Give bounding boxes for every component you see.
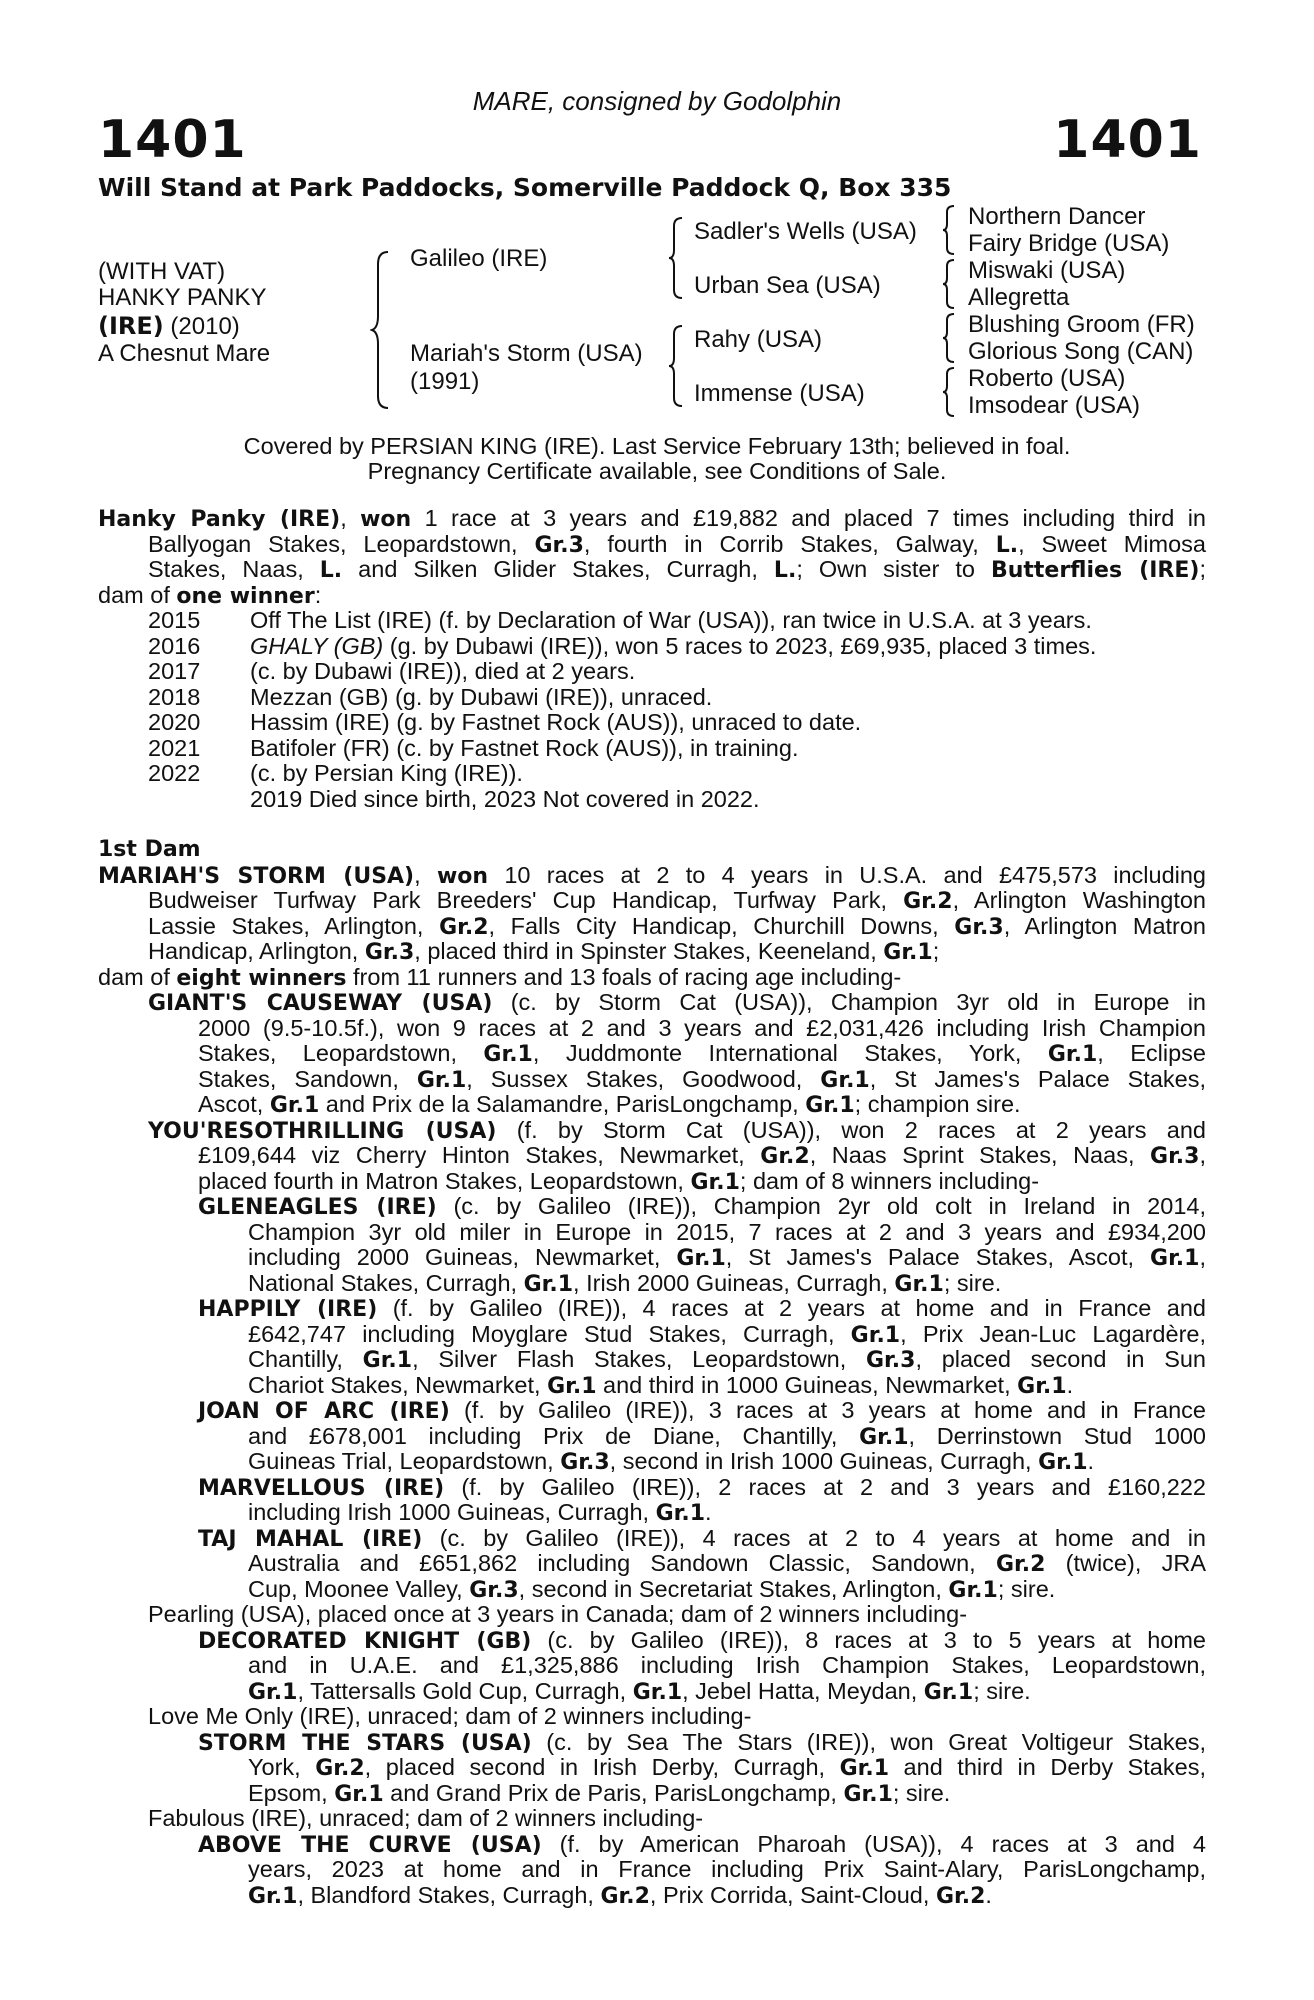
progeny-line — [98, 1551, 1206, 1577]
text: , Irish 2000 Guineas, Curragh, — [573, 1269, 895, 1296]
text: , Silver Flash Stakes, Leopardstown, — [412, 1346, 866, 1372]
won-label: won — [360, 507, 412, 532]
text: , St James's Palace Stakes, — [869, 1065, 1207, 1092]
text: 1 race at 3 years and £19,882 and placed 7 times including third in — [411, 505, 1206, 531]
foal-text: (c. by Dubawi (IRE)), died at 2 years. — [250, 658, 636, 684]
text: dam of — [98, 581, 177, 608]
mare-record-line — [98, 583, 1206, 609]
grade: Gr.2 — [439, 914, 489, 940]
progeny-line — [98, 1577, 1206, 1603]
foal-year: 2017 — [148, 658, 201, 684]
grade: Gr.1 — [632, 1679, 683, 1705]
text: , Arlington Washington — [952, 887, 1206, 913]
sire-dam: Urban Sea (USA) — [694, 272, 881, 299]
text: York, — [248, 1754, 316, 1780]
dam-year: (1991) — [410, 368, 480, 395]
text: , Naas Sprint Stakes, Naas, — [809, 1142, 1151, 1168]
dam: Mariah's Storm (USA) — [410, 340, 643, 367]
text: ; sire. — [892, 1779, 951, 1806]
grade: Gr.1 — [883, 940, 933, 965]
stand-location: Will Stand at Park Paddocks, Somerville Paddock Q, Box 335 — [98, 173, 952, 202]
text: ; Own sister to — [796, 556, 991, 582]
progeny-line — [98, 1169, 1206, 1195]
ancestor-4: Allegretta — [968, 284, 1070, 311]
progeny-line — [98, 1424, 1206, 1450]
text: £642,747 including Moyglare Stud Stakes, Curragh, — [248, 1320, 851, 1347]
text: Champion 3yr old miler in Europe in 2015, 7 races at 2 and 3 years and £934,200 — [248, 1218, 1206, 1245]
mare-name: Hanky Panky (IRE) — [98, 507, 341, 532]
grade: L. — [773, 558, 797, 583]
covered-line-2: Pregnancy Certificate available, see Conditions of Sale. — [367, 458, 947, 484]
progeny-line — [98, 1194, 1206, 1220]
text: . — [985, 1881, 992, 1908]
text: ; sire. — [973, 1677, 1031, 1704]
text: Epsom, — [248, 1779, 335, 1806]
progeny-name: MARVELLOUS (IRE) — [198, 1475, 445, 1501]
text: , Sweet Mimosa — [1018, 530, 1206, 557]
foal-row — [98, 634, 1206, 660]
dam-line — [98, 888, 1206, 914]
text: Australia and £651,862 including Sandown Classic, Sandown, — [248, 1550, 996, 1576]
ancestor-5: Blushing Groom (FR) — [968, 311, 1195, 338]
grade: Gr.2 — [995, 1552, 1046, 1577]
text: including 2000 Guineas, Newmarket, — [248, 1244, 677, 1270]
grade: L. — [995, 532, 1019, 558]
grade: Gr.3 — [560, 1450, 610, 1475]
text: (f. by Storm Cat (USA)), won 2 races at 2 years and — [496, 1116, 1206, 1143]
foal-row — [98, 736, 1206, 762]
progeny-name: STORM THE STARS (USA) — [198, 1730, 532, 1756]
text: . — [1087, 1448, 1095, 1474]
text: (c. by Storm Cat (USA)), Champion 3yr old in Europe in — [492, 989, 1207, 1015]
grade: Gr.1 — [948, 1577, 998, 1603]
grade: Gr.3 — [364, 940, 415, 965]
grade: Gr.2 — [315, 1756, 365, 1781]
progeny-line — [98, 1271, 1206, 1297]
grade: Gr.3 — [534, 532, 584, 558]
foal-text: Batifoler (FR) (c. by Fastnet Rock (AUS)), in training. — [250, 734, 799, 761]
progeny-line — [98, 1730, 1206, 1756]
ancestor-7: Roberto (USA) — [968, 365, 1126, 392]
text: , Eclipse — [1097, 1040, 1206, 1066]
text: dam of — [98, 963, 177, 990]
progeny-line — [98, 1883, 1206, 1909]
grade: Gr.1 — [362, 1348, 413, 1373]
mare-record-line — [98, 532, 1206, 558]
horse-description: A Chesnut Mare — [98, 340, 271, 367]
foal-year — [98, 787, 250, 813]
text: (f. by Galileo (IRE)), 3 races at 3 years at home and in France — [449, 1397, 1206, 1423]
text: . — [1066, 1371, 1074, 1398]
foal-row — [98, 659, 1206, 685]
foal-row — [98, 761, 1206, 787]
text: ; sire. — [943, 1269, 1002, 1296]
ancestor-6: Glorious Song (CAN) — [968, 338, 1194, 365]
grade: Gr.1 — [850, 1322, 901, 1348]
text: ; dam of 8 winners including- — [739, 1167, 1040, 1194]
grade: Gr.3 — [1150, 1144, 1200, 1169]
text: and £678,001 including Prix de Diane, Chantilly, — [248, 1422, 860, 1449]
text: Cup, Moonee Valley, — [248, 1575, 470, 1602]
text: Ballyogan Stakes, Leopardstown, — [148, 530, 535, 557]
text: and Silken Glider Stakes, Curragh, — [342, 556, 774, 582]
grade: Gr.1 — [839, 1756, 890, 1781]
grade: Gr.1 — [483, 1042, 533, 1067]
text: . — [705, 1499, 712, 1525]
text: 2000 (9.5-10.5f.), won 9 races at 2 and 3 years and £2,031,426 including Irish Champion — [198, 1014, 1206, 1041]
grade: Gr.1 — [805, 1093, 855, 1118]
progeny-line — [98, 1041, 1206, 1067]
text: , placed second in Sun — [915, 1346, 1207, 1372]
grade: Gr.1 — [248, 1883, 298, 1909]
horse-country-year — [98, 312, 240, 341]
text: Guineas Trial, Leopardstown, — [248, 1448, 561, 1474]
grade: Gr.1 — [547, 1373, 597, 1399]
foal-year: 2022 — [148, 760, 201, 786]
grade: Gr.1 — [1150, 1246, 1200, 1271]
text: and Prix de la Salamandre, ParisLongchamp, — [319, 1091, 806, 1117]
text: Chariot Stakes, Newmarket, — [248, 1371, 548, 1398]
foal-text: 2019 Died since birth, 2023 Not covered in 2022. — [250, 785, 760, 812]
progeny-line — [98, 1781, 1206, 1807]
text: , Blandford Stakes, Curragh, — [297, 1881, 601, 1908]
text: (c. by Sea The Stars (IRE)), won Great Voltigeur Stakes, — [531, 1728, 1206, 1755]
text: Stakes, Naas, — [148, 556, 320, 582]
foal-year: 2016 — [148, 632, 201, 659]
text: Stakes, Leopardstown, — [198, 1040, 484, 1066]
grade: Gr.1 — [820, 1067, 870, 1093]
ancestor-1: Northern Dancer — [968, 203, 1146, 230]
progeny-line — [98, 990, 1206, 1016]
progeny-line — [98, 1347, 1206, 1373]
text: ; champion sire. — [854, 1091, 1021, 1117]
text: , Juddmonte International Stakes, York, — [532, 1040, 1048, 1066]
progeny-line — [98, 1832, 1206, 1858]
text: , Arlington Matron — [1003, 912, 1207, 939]
text: £109,644 viz Cherry Hinton Stakes, Newmarket, — [198, 1142, 761, 1168]
progeny-line — [98, 1143, 1206, 1169]
ancestor-3: Miswaki (USA) — [968, 257, 1126, 284]
dam-line — [98, 914, 1206, 940]
text: (f. by Galileo (IRE)), 2 races at 2 and 3 years and £160,222 — [444, 1473, 1206, 1500]
text: , placed second in Irish Derby, Curragh, — [364, 1754, 840, 1780]
text: and Grand Prix de Paris, ParisLongchamp, — [383, 1779, 844, 1806]
mare-record-line — [98, 557, 1206, 583]
foal-row — [98, 710, 1206, 736]
dam-brace — [668, 324, 684, 408]
grade: Gr.2 — [600, 1883, 650, 1909]
grade: L. — [319, 558, 343, 583]
horse-name: HANKY PANKY — [98, 284, 267, 311]
winner-count: one winner — [176, 583, 315, 609]
text: Budweiser Turfway Park Breeders' Cup Handicap, Turfway Park, — [148, 887, 904, 913]
text: , Tattersalls Gold Cup, Curragh, — [297, 1677, 633, 1704]
text: , Sussex Stakes, Goodwood, — [466, 1065, 821, 1092]
text: 10 races at 2 to 4 years in U.S.A. and £475,573 including — [488, 861, 1206, 888]
progeny-line — [98, 1755, 1206, 1781]
vat-label: (WITH VAT) — [98, 258, 226, 285]
progeny-name: JOAN OF ARC (IRE) — [198, 1399, 450, 1424]
text: , St James's Palace Stakes, Ascot, — [725, 1244, 1151, 1270]
text: Chantilly, — [248, 1346, 363, 1372]
progeny-line — [98, 1296, 1206, 1322]
text: , second in Irish 1000 Guineas, Curragh, — [609, 1448, 1039, 1474]
text: (f. by American Pharoah (USA)), 4 races at 3 and 4 — [541, 1830, 1206, 1857]
grade: Gr.2 — [903, 889, 953, 914]
g3-brace-4 — [942, 366, 956, 418]
text: and in U.A.E. and £1,325,886 including Irish Champion Stakes, Leopardstown, — [248, 1652, 1206, 1678]
progeny-name: ABOVE THE CURVE (USA) — [198, 1832, 542, 1858]
text: , Prix Jean-Luc Lagardère, — [900, 1320, 1206, 1347]
won-label: won — [436, 863, 489, 889]
text: National Stakes, Curragh, — [248, 1269, 524, 1296]
progeny-line — [98, 1067, 1206, 1093]
mare-record — [98, 506, 1206, 812]
grade: Gr.3 — [866, 1348, 916, 1373]
text: , Prix Corrida, Saint-Cloud, — [649, 1881, 936, 1908]
text: years, 2023 at home and in France including Prix Saint-Alary, ParisLongchamp, — [248, 1856, 1206, 1882]
g3-brace-2 — [942, 258, 956, 310]
foal-year: 2015 — [148, 607, 201, 633]
sire: Galileo (IRE) — [410, 245, 548, 272]
first-dam-section — [98, 837, 1206, 1908]
foal-text: (c. by Persian King (IRE)). — [250, 760, 523, 786]
progeny-name: GLENEAGLES (IRE) — [198, 1195, 437, 1220]
progeny-line — [98, 1245, 1206, 1271]
progeny-line — [98, 1857, 1206, 1883]
foal-text: Hassim (IRE) (g. by Fastnet Rock (AUS)), unraced to date. — [250, 709, 862, 735]
progeny-line — [98, 1373, 1206, 1399]
text: , Falls City Handicap, Churchill Downs, — [488, 912, 955, 939]
text: (f. by Galileo (IRE)), 4 races at 2 years at home and in France and — [377, 1295, 1206, 1321]
grade: Gr.1 — [269, 1093, 320, 1118]
text: Ascot, — [198, 1091, 270, 1117]
text: : — [314, 581, 322, 608]
grade: Gr.2 — [935, 1883, 986, 1909]
lot-number-right: 1401 — [1053, 110, 1202, 170]
progeny-name: HAPPILY (IRE) — [198, 1297, 378, 1322]
grade: Gr.1 — [1017, 1373, 1067, 1399]
foal-year: 2021 — [148, 734, 201, 761]
text: and third in 1000 Guineas, Newmarket, — [596, 1371, 1018, 1398]
progeny-line — [98, 1220, 1206, 1246]
progeny-line — [98, 1449, 1206, 1475]
progeny-line — [98, 1628, 1206, 1654]
grade: Gr.1 — [1047, 1042, 1098, 1067]
ancestor-2: Fairy Bridge (USA) — [968, 230, 1170, 257]
text: (c. by Galileo (IRE)), 8 races at 3 to 5 years at home — [531, 1626, 1206, 1653]
foal-text: Mezzan (GB) (g. by Dubawi (IRE)), unraced. — [250, 683, 713, 710]
g3-brace-3 — [942, 312, 956, 364]
progeny-line — [98, 1322, 1206, 1348]
foal-year: 2020 — [148, 709, 201, 735]
covered-line-1: Covered by PERSIAN KING (IRE). Last Service February 13th; believed in foal. — [243, 433, 1071, 459]
dam-line: MARIAH'S STORM (USA), won 10 races at 2 to 4 years in U.S.A. and £475,573 including — [98, 861, 1206, 889]
foal-text: (g. by Dubawi (IRE)), won 5 races to 2023, £69,935, placed 3 times. — [383, 632, 1097, 659]
grade: Gr.1 — [894, 1271, 944, 1297]
foal-name: GHALY (GB) — [250, 632, 384, 659]
horse-country: (IRE) — [98, 312, 164, 340]
progeny-line: Pearling (USA), placed once at 3 years in Canada; dam of 2 winners including- — [148, 1601, 968, 1627]
grade: Gr.1 — [416, 1067, 467, 1093]
dam-line — [98, 965, 1206, 991]
text: placed fourth in Matron Stakes, Leopardstown, — [198, 1167, 691, 1194]
grade: Gr.1 — [334, 1781, 384, 1807]
progeny-name: DECORATED KNIGHT (GB) — [198, 1628, 532, 1654]
progeny-line: Fabulous (IRE), unraced; dam of 2 winners including- — [148, 1805, 704, 1831]
progeny-line — [98, 1679, 1206, 1705]
text: (c. by Galileo (IRE)), 4 races at 2 to 4 years at home and in — [422, 1524, 1206, 1551]
ancestor-8: Imsodear (USA) — [968, 392, 1141, 419]
text: , fourth in Corrib Stakes, Galway, — [583, 530, 996, 557]
text: ; sire. — [997, 1575, 1056, 1602]
foal-text: Off The List (IRE) (f. by Declaration of War (USA)), ran twice in U.S.A. at 3 years. — [250, 607, 1092, 633]
progeny-name: TAJ MAHAL (IRE) — [198, 1526, 423, 1552]
dam-dam: Immense (USA) — [694, 380, 865, 407]
pedigree-main-brace — [370, 250, 392, 410]
sire-sire: Sadler's Wells (USA) — [694, 218, 917, 245]
progeny-line: Love Me Only (IRE), unraced; dam of 2 winners including- — [148, 1703, 752, 1729]
progeny-line — [98, 1653, 1206, 1679]
foal-row — [98, 608, 1206, 634]
grade: Gr.2 — [760, 1144, 810, 1169]
text: Handicap, Arlington, — [148, 938, 365, 964]
grade: Gr.1 — [248, 1679, 298, 1705]
text: , Jebel Hatta, Meydan, — [682, 1677, 924, 1704]
grade: Gr.3 — [469, 1577, 519, 1603]
text: , — [1199, 1244, 1206, 1270]
text: (c. by Galileo (IRE)), Champion 2yr old colt in Ireland in 2014, — [436, 1193, 1206, 1219]
text: including Irish 1000 Guineas, Curragh, — [248, 1499, 656, 1525]
grade: Gr.1 — [690, 1169, 740, 1195]
progeny-name: YOU'RESOTHRILLING (USA) — [148, 1118, 497, 1144]
grade: Gr.1 — [523, 1271, 574, 1297]
progeny-name: GIANT'S CAUSEWAY (USA) — [148, 991, 493, 1016]
grade: Gr.1 — [655, 1501, 706, 1526]
winner-count: eight winners — [176, 965, 347, 991]
dam-line — [98, 939, 1206, 965]
dam-sire: Rahy (USA) — [694, 326, 823, 353]
text: and third in Derby Stakes, — [889, 1754, 1206, 1780]
grade: Gr.1 — [676, 1246, 726, 1271]
foal-year: 2018 — [148, 683, 201, 710]
grade: Gr.1 — [923, 1679, 974, 1705]
mare-record-line: Hanky Panky (IRE), won 1 race at 3 years and £19,882 and placed 7 times including third in — [98, 505, 1206, 532]
consignment-line: MARE, consigned by Godolphin — [472, 86, 842, 116]
sire-brace — [668, 216, 684, 300]
text: , Derrinstown Stud 1000 — [908, 1422, 1207, 1449]
lot-number-left: 1401 — [98, 110, 247, 170]
progeny-line — [98, 1526, 1206, 1552]
g3-brace-1 — [942, 204, 956, 256]
grade: Gr.3 — [954, 914, 1004, 940]
text: , — [1199, 1142, 1206, 1168]
foal-row — [98, 685, 1206, 711]
progeny-line — [98, 1092, 1206, 1118]
progeny-line — [98, 1016, 1206, 1042]
horse-year: (2010) — [163, 313, 240, 340]
text: ; — [1199, 556, 1206, 582]
section-heading: 1st Dam — [98, 837, 201, 862]
progeny-line — [98, 1500, 1206, 1526]
sister-name: Butterflies (IRE) — [990, 558, 1200, 583]
text: , placed third in Spinster Stakes, Keeneland, — [414, 938, 884, 964]
progeny-line — [98, 1398, 1206, 1424]
text: Lassie Stakes, Arlington, — [148, 912, 440, 939]
grade: Gr.1 — [843, 1781, 893, 1807]
foal-row — [98, 787, 1206, 813]
grade: Gr.1 — [859, 1424, 909, 1450]
text: ; — [932, 938, 940, 964]
text: from 11 runners and 13 foals of racing age including- — [346, 963, 902, 990]
text: (twice), JRA — [1045, 1550, 1206, 1576]
text: Stakes, Sandown, — [198, 1065, 417, 1092]
progeny-line — [98, 1118, 1206, 1144]
text: , second in Secretariat Stakes, Arlington, — [518, 1575, 949, 1602]
grade: Gr.1 — [1038, 1450, 1088, 1475]
dam-name: MARIAH'S STORM (USA) — [98, 863, 415, 889]
progeny-line — [98, 1475, 1206, 1501]
